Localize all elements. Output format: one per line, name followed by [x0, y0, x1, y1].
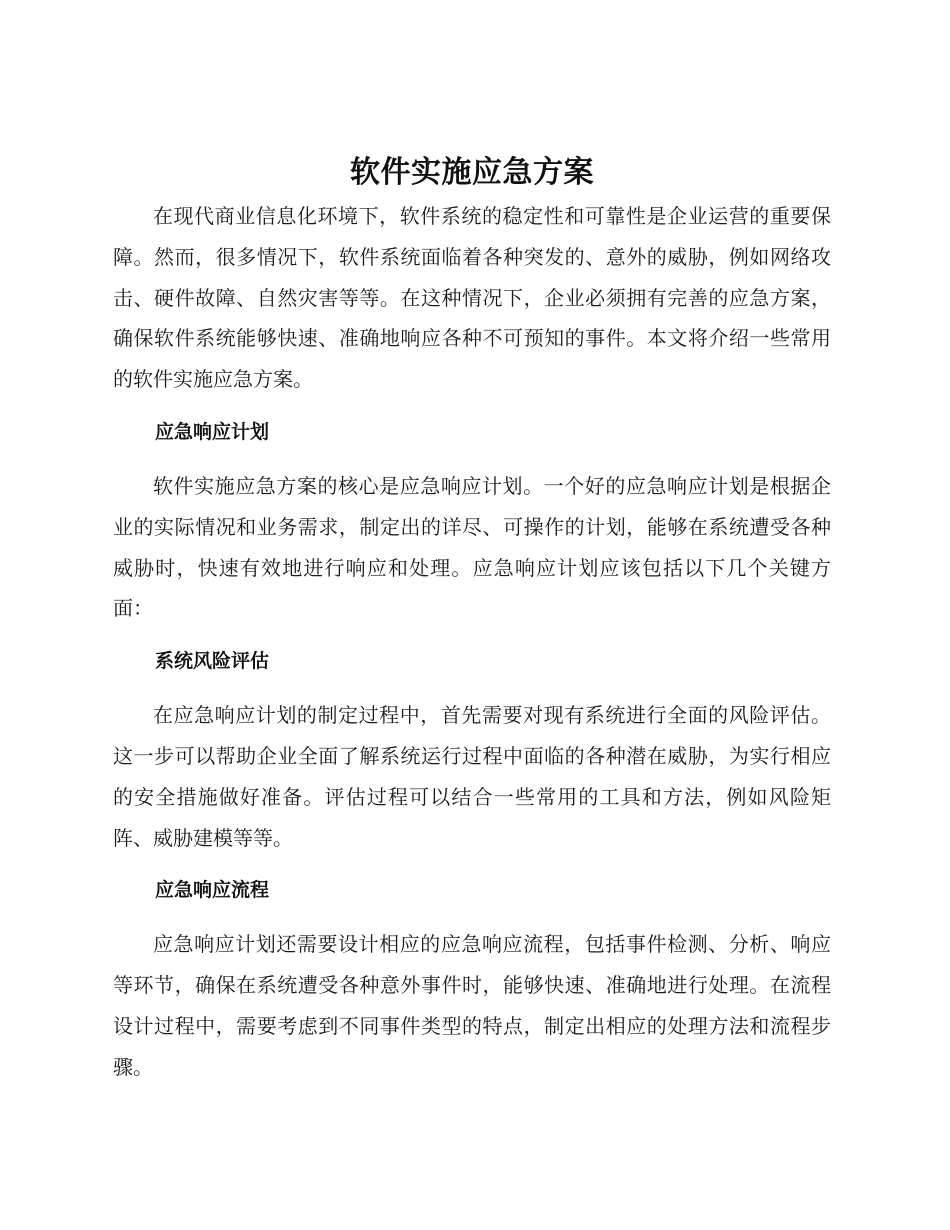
document-title: 软件实施应急方案	[350, 155, 594, 190]
document-body	[113, 150, 831, 1088]
section-heading-risk-assessment: 系统风险评估	[155, 650, 270, 673]
response-process-paragraph: 应急响应计划还需要设计相应的应急响应流程，包括事件检测、分析、响应等环节，确保在系统遭受各种意外事件时，能够快速、准确地进行处理。在流程设计过程中，需要考虑到不同事件类型的特点，制定出相应的处理方法和流程步骤。	[113, 932, 831, 1079]
risk-assessment-paragraph: 在应急响应计划的制定过程中，首先需要对现有系统进行全面的风险评估。这一步可以帮助企业全面了解系统运行过程中面临的各种潜在威胁，为实行相应的安全措施做好准备。评估过程可以结合一些常用的工具和方法，例如风险矩阵、威胁建模等等。	[113, 703, 831, 850]
section-heading-response-process: 应急响应流程	[155, 879, 270, 902]
section-heading-emergency-plan: 应急响应计划	[155, 420, 270, 443]
emergency-plan-paragraph: 软件实施应急方案的核心是应急响应计划。一个好的应急响应计划是根据企业的实际情况和业务需求，制定出的详尽、可操作的计划，能够在系统遭受各种威胁时，快速有效地进行响应和处理。应急响应计划应该包括以下几个关键方面：	[113, 473, 831, 621]
intro-paragraph: 在现代商业信息化环境下，软件系统的稳定性和可靠性是企业运营的重要保障。然而，很多情况下，软件系统面临着各种突发的、意外的威胁，例如网络攻击、硬件故障、自然灾害等等。在这种情况下，企业必须拥有完善的应急方案，确保软件系统能够快速、准确地响应各种不可预知的事件。本文将介绍一些常用的软件实施应急方案。	[113, 204, 831, 392]
